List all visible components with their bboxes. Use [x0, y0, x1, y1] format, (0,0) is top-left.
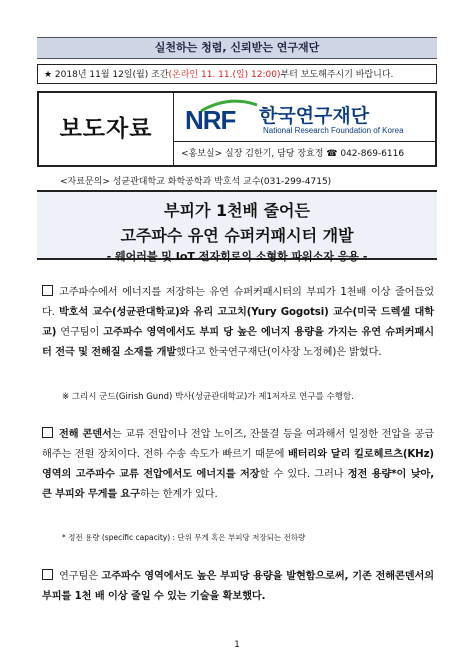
para1-text-d: 고주파수 영역에서도 부피 당 높은 에너지 용량을 가지는 유연 슈퍼커패시터 전극 및 전해질 소재를 개발	[42, 327, 434, 358]
para2-text-b: 는 교류 전압이나 전압 노이즈, 잔물결 등을 여과해서 일정한 전압을 공급해주는 전원 장치이다. 전하 수송 속도가 빠르기 때문에	[42, 429, 434, 460]
paragraph-3	[42, 567, 434, 607]
press-header	[37, 91, 437, 167]
headline-subtitle: - 웨어러블 및 IoT 전자회로의 소형화 파워소자 응용 -	[106, 250, 368, 263]
footnote-author: ※ 그리시 군드(Girish Gund) 박사(성균관대학교)가 제1저자로 연구를 수행함.	[62, 392, 354, 402]
para2-text-a: 전해 콘덴서	[59, 429, 112, 440]
embargo-online-time: (온라인 11. 11.(일) 12:00)	[168, 70, 281, 80]
para3-text-a: 연구팀은	[59, 571, 102, 582]
paragraph-1	[42, 283, 434, 363]
para2-text-c: 배터리와 달리 킬로헤르츠(KHz) 영역의 고주파수 교류 전압에서도 에너지를 저장	[42, 449, 434, 480]
nrf-logo	[183, 99, 433, 139]
para2-text-e: 정전 용량*이 낮아, 큰 부피와 무게를 요구	[42, 469, 434, 500]
para2-text-d: 할 수 있다. 그러나	[259, 469, 348, 480]
para3-text-b: 고주파수 영역에서도 높은 부피당 용량을 발현함으로써, 기존 전해콘덴서의 부피를 1천 배 이상 줄일 수 있는 기술을 확보했다.	[42, 571, 434, 602]
headline-line1: 부피가 1천배 줄어든	[164, 201, 310, 220]
nrf-logo-mark: NRF	[185, 105, 236, 135]
embargo-suffix: 부터 보도해주시기 바랍니다.	[280, 70, 394, 80]
embargo-prefix: ★ 2018년 11월 12일(월) 조간	[44, 70, 169, 80]
para1-text-b: 박호석 교수(성균관대학교)와 유리 고고치(Yury Gogotsi) 교수(미국 드렉셀 대학교)	[42, 307, 434, 338]
footnote-capacity: * 정전 용량 (specific capacity) : 단위 무게 혹은 부피당 저장되는 전하량	[62, 533, 306, 542]
press-release-label: 보도자료	[39, 93, 174, 165]
page-number: 1	[234, 640, 240, 650]
checkbox-bullet-icon	[42, 285, 53, 296]
pr-contact: <홍보실> 실장 김한기, 담당 장효정 ☎ 042-869-6116	[173, 141, 435, 165]
paragraph-2	[42, 425, 434, 505]
headline-line2: 고주파수 유연 슈퍼커패시터 개발	[120, 226, 354, 245]
slogan-banner: 실천하는 청렴, 신뢰받는 연구재단	[37, 37, 437, 59]
para1-text-c: 연구팀이	[56, 327, 104, 338]
checkbox-bullet-icon	[42, 569, 53, 580]
checkbox-bullet-icon	[42, 427, 53, 438]
org-name: 한국연구재단	[259, 105, 370, 127]
para1-text-a: 고주파수에서 에너지를 저장하는 유연 슈퍼커패시터의 부피가 1천배 이상 줄어들었다.	[42, 287, 434, 318]
org-name-en: National Research Foundation of Korea	[263, 126, 404, 135]
title-box	[37, 190, 437, 263]
inquiry-contact: <자료문의> 성균관대학교 화학공학과 박호석 교수(031-299-4715)	[60, 177, 332, 187]
para2-text-f: 하는 한계가 있다.	[140, 489, 218, 500]
para1-text-e: 했다고 한국연구재단(이사장 노정혜)은 밝혔다.	[176, 347, 382, 358]
embargo-notice	[37, 64, 437, 84]
